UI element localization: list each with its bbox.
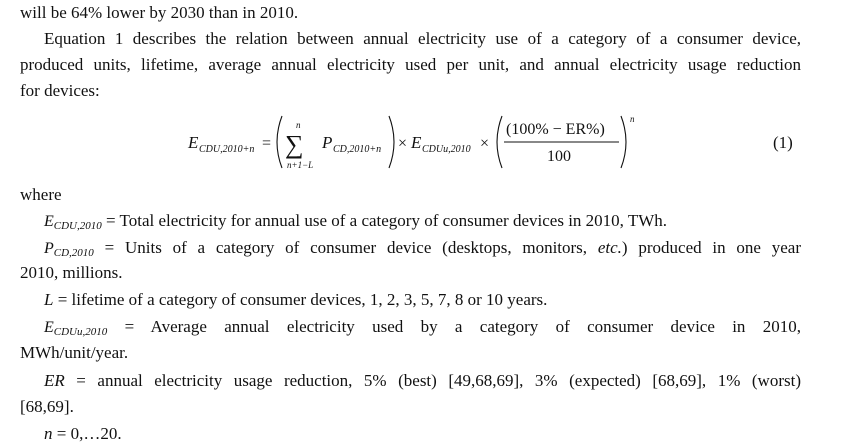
eq-equals: = — [262, 135, 272, 152]
definition-continuation: MWh/unit/year. — [20, 343, 129, 362]
paragraph-line: will be 64% lower by 2030 than in 2010. — [20, 3, 299, 22]
eq-numerator: (100% − ER%) — [506, 121, 605, 138]
def-subscript: CDUu,2010 — [53, 326, 108, 338]
def-text: = Average annual electricity used by a category of consumer device in 2010, — [107, 317, 801, 336]
definition-continuation: [68,69]. — [20, 397, 74, 416]
def-symbol: n — [44, 424, 53, 443]
eq-times-2: × — [480, 135, 490, 152]
def-symbol: E — [44, 319, 54, 336]
eq-paren-right — [389, 116, 394, 168]
eq-paren-left — [277, 116, 282, 168]
definition-item — [44, 210, 801, 234]
def-symbol: E — [44, 213, 54, 230]
def-text: = annual electricity usage reduction, 5% (best) [49,68,69], 3% (expected) [68,69], 1% (worst) — [64, 371, 801, 390]
paragraph-line: produced units, lifetime, average annual electricity used per unit, and annual electricity usage reduction — [20, 55, 801, 74]
eq-sum-lower: n+1−L — [287, 160, 314, 170]
where-label: where — [20, 185, 62, 204]
eq-denominator: 100 — [547, 148, 571, 165]
def-text: ) produced in one year — [621, 238, 802, 257]
def-text: = Total electricity for annual use of a category of consumer devices in 2010, TWh. — [101, 211, 668, 230]
def-text-italic: etc. — [597, 238, 622, 257]
eq-e-symbol: E — [411, 133, 422, 152]
eq-number: (1) — [773, 133, 793, 152]
definition-continuation: 2010, millions. — [20, 263, 123, 282]
equation-1 — [0, 112, 849, 176]
def-text: = lifetime of a category of consumer devices, 1, 2, 3, 5, 7, 8 or 10 years. — [53, 290, 548, 309]
def-text: = Units of a category of consumer device (desktops, monitors, — [93, 238, 598, 257]
def-subscript: CDU,2010 — [53, 220, 102, 232]
def-symbol: L — [44, 290, 54, 309]
paragraph-line: Equation 1 describes the relation between annual electricity use of a category of a consumer device, — [44, 29, 801, 48]
def-symbol: P — [44, 240, 54, 257]
definition-item — [44, 370, 801, 392]
eq-e-subscript: CDUu,2010 — [422, 144, 471, 155]
definition-item — [44, 423, 801, 445]
eq-sum-sign: ∑ — [285, 130, 304, 159]
definition-item — [44, 289, 801, 311]
eq-paren-right-2 — [621, 116, 626, 168]
definition-item — [44, 316, 801, 340]
eq-lhs-symbol: E — [188, 133, 199, 152]
eq-lhs-subscript: CDU,2010+n — [199, 144, 255, 155]
def-symbol: ER — [44, 371, 65, 390]
eq-p-symbol: P — [322, 133, 333, 152]
def-text: = 0,…20. — [52, 424, 122, 443]
def-subscript: CD,2010 — [53, 247, 94, 259]
eq-sum-upper: n — [296, 120, 301, 130]
definition-item — [44, 237, 801, 261]
paragraph-line: for devices: — [20, 81, 100, 100]
eq-paren-left-2 — [497, 116, 502, 168]
eq-p-subscript: CD,2010+n — [333, 144, 382, 155]
eq-times-1: × — [398, 135, 408, 152]
eq-exponent: n — [630, 114, 635, 124]
